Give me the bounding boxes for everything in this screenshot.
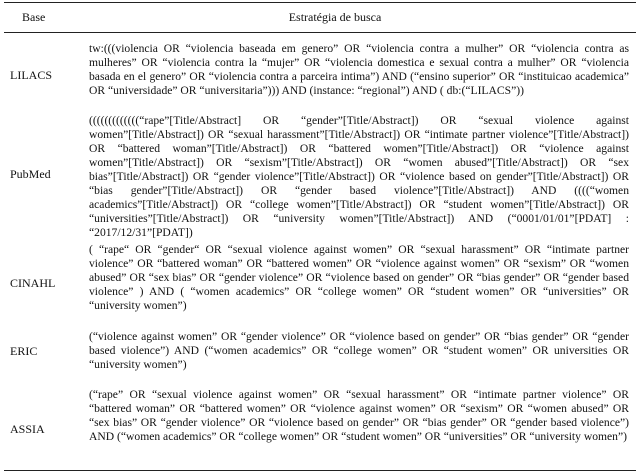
database-name: ERIC [10, 344, 38, 358]
database-name: CINAHL [10, 276, 56, 290]
table-top-rule [4, 2, 636, 3]
header-base: Base [22, 10, 46, 24]
search-query: tw:(((violencia OR “violencia baseada em genero” OR “violencia contra a mulher” OR “violencia contra as mulheres” OR “violencia contra la “mujer” OR “violencia domestica e sexual contra a mulher” OR “violencia basada en el genero” OR “violencia contra a parceira intima”) AND (“ensino superior” OR “instituicao academica” OR “universidade” OR “universitaria”))) AND (instance: “regional”) AND ( db:(“LILACS”)) [89, 42, 629, 97]
header-strategy: Estratégia de busca [288, 10, 382, 24]
search-query: (“violence against women” OR “gender violence” OR “violence based on gender” OR “bias gender” OR “gender based violence”) AND (“women academics” OR “college women” OR “student women” OR universities OR “university women”) [89, 330, 629, 371]
search-query: (((((((((((((“rape”[Title/Abstract] OR “gender”[Title/Abstract]) OR “sexual violence against women”[Title/Abstract]) OR “sexual harassment”[Title/Abstract]) OR “intimate partner violence”[Title/Abstract]) OR “battered woman”[Title/Abstract]) OR “battered women”[Title/Abstract]) OR “violence against women”[Title/Abstract]) OR “sexism”[Title/Abstract]) OR “women abused”[Title/Abstract]) OR “sex bias”[Title/Abstract]) OR “gender violence”[Title/Abstract]) OR “violence based on gender”[Title/Abstract]) OR “bias gender”[Title/Abstract]) OR “gender based violence”[Title/Abstract]) AND ((((“women academics”[Title/Abstract]) OR “college women”[Title/Abstract]) OR “student women”[Title/Abstract]) OR “universities”[Title/Abstract]) OR “university women”[Title/Abstract]) AND (“0001/01/01”[PDAT] : “2017/12/31”[PDAT]) [89, 114, 629, 239]
search-query: (“rape” OR “sexual violence against women” OR “sexual harassment” OR “intimate partner violence” OR “battered woman” OR “battered women” OR “violence against women” OR “sexism” OR “women abused” OR “sex bias” OR “gender violence” OR “violence based on gender” OR “bias gender” OR “gender based violence”) AND (“women academics” OR “college women” OR “student women” OR “universities” OR “university women”) [89, 388, 629, 443]
search-query: ( “rape“ OR “gender“ OR “sexual violence against women” OR “sexual harassment” OR “intimate partner violence” OR “battered woman” OR “battered women” OR “violence against women” OR “sexism” OR “women abused” OR “sex bias” OR “gender violence” OR “violence based on gender” OR “bias gender” OR “gender based violence” ) AND ( “women academics” OR “college women” OR “student women” OR “universities” OR “university women”) [89, 243, 629, 312]
database-name: LILACS [10, 68, 52, 82]
table-bottom-rule [4, 470, 636, 471]
table-header-rule [4, 32, 636, 33]
database-name: ASSIA [10, 422, 45, 436]
database-name: PubMed [10, 167, 51, 181]
